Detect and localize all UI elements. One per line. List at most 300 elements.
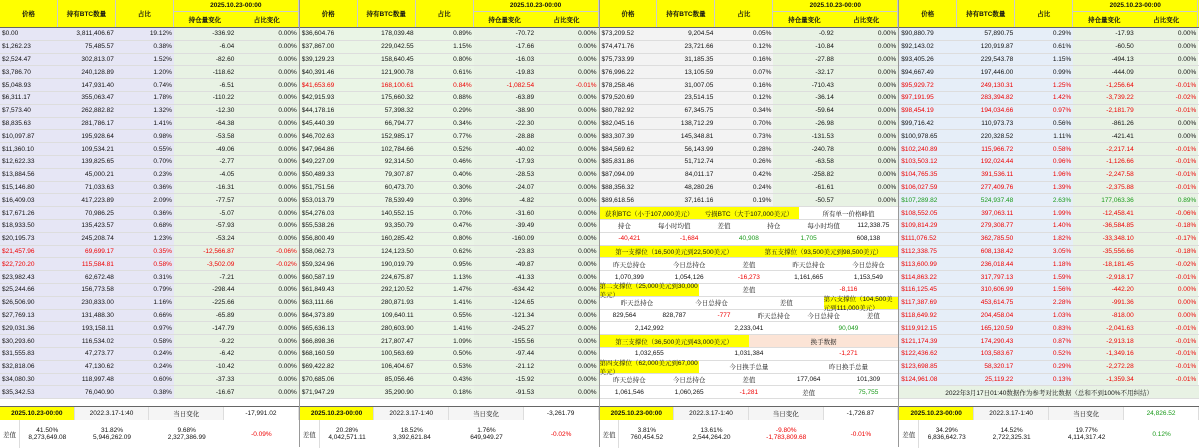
table-cell: -16.67 (174, 386, 236, 398)
table-cell: -19.83 (474, 66, 536, 78)
table-cell: 0.00% (236, 28, 298, 40)
table-cell: 0.43% (416, 374, 474, 386)
table-cell: 0.58% (1015, 143, 1073, 155)
table-cell: 0.00% (236, 41, 298, 53)
table-cell: -7.21 (174, 271, 236, 283)
table-cell: $55,538.26 (300, 220, 358, 232)
table-cell: $85,831.86 (600, 156, 658, 168)
table-row (899, 322, 1199, 335)
table-row (300, 258, 599, 271)
table-cell: 0.00% (536, 156, 598, 168)
table-cell: 220,328.52 (957, 130, 1015, 142)
table-cell: $26,506.90 (0, 297, 58, 309)
foot-val: 0.12% (1152, 430, 1171, 438)
table-cell: 0.00% (836, 92, 898, 104)
table-cell: 0.97% (116, 322, 174, 334)
table-row (0, 118, 299, 131)
value: -1,684 (679, 235, 699, 243)
table-cell: -26.98 (773, 118, 835, 130)
panel-1 (0, 0, 300, 447)
table-cell: 1.18% (1015, 258, 1073, 270)
table-cell: $79,520.69 (600, 92, 658, 104)
table-cell: 0.24% (116, 348, 174, 360)
col-date: 2025.10.23-00:00 (174, 0, 298, 12)
label: 今日总持仓 (672, 376, 706, 384)
value: -777 (717, 311, 731, 319)
table-cell: 0.23% (116, 169, 174, 181)
table-row (600, 105, 899, 118)
table-cell: 0.00% (236, 105, 298, 117)
table-cell: 0.00% (236, 348, 298, 360)
table-cell: 147,931.40 (58, 79, 116, 91)
table-cell: 0.00% (1136, 41, 1199, 53)
table-cell: $113,600.99 (899, 258, 957, 270)
value: 1,705 (800, 235, 817, 243)
table-cell: $61,849.43 (300, 284, 358, 296)
table-cell: $68,160.59 (300, 348, 358, 360)
table-cell: $108,552.05 (899, 207, 957, 219)
table-row (600, 143, 899, 156)
col-rchg: 占比变化 (1153, 17, 1180, 25)
table-cell: -991.36 (1073, 297, 1136, 309)
table-cell: $112,338.75 (899, 246, 957, 258)
col-date: 2025.10.23-00:00 (474, 0, 598, 12)
table-cell: -31.60 (474, 207, 536, 219)
foot-val: 3.81% (637, 427, 657, 434)
value: 101,309 (856, 375, 881, 383)
table-cell: -53.58 (174, 130, 236, 142)
label: 昨天总持仓 (613, 376, 646, 384)
table-cell: 0.00% (536, 66, 598, 78)
table-cell: -60.50 (1073, 41, 1136, 53)
table-cell: 391,536.11 (957, 169, 1015, 181)
table-cell: -12,566.87 (174, 246, 236, 258)
table-cell: -17.93 (1073, 28, 1136, 40)
table-row (300, 182, 599, 195)
table-cell: -245.27 (474, 322, 536, 334)
table-cell: -421.41 (1073, 130, 1136, 142)
table-cell: 0.36% (116, 207, 174, 219)
table-cell: 0.00% (1136, 297, 1199, 309)
table-cell: $89,618.56 (600, 194, 658, 206)
table-cell: 0.68% (116, 220, 174, 232)
foot-date: 2025.10.23-00:00 (899, 407, 974, 420)
table-cell: 102,784.66 (358, 143, 416, 155)
table-cell: 397,063.11 (957, 207, 1015, 219)
table-cell: 178,039.48 (358, 28, 416, 40)
foot-val: 18.52% (400, 427, 423, 434)
foot-val: 9.68% (177, 427, 196, 434)
footer (899, 406, 1199, 447)
table-cell: -6.42 (174, 348, 236, 360)
table-cell: 92,314.50 (358, 156, 416, 168)
table-cell: -2,247.58 (1073, 169, 1136, 181)
label: 所有单一价格峰值 (822, 210, 875, 218)
table-row (300, 169, 599, 182)
table-cell: $76,996.22 (600, 66, 658, 78)
table-row (0, 297, 299, 310)
table-cell: -37.33 (174, 374, 236, 386)
table-cell: -9.22 (174, 335, 236, 347)
table-row (0, 258, 299, 271)
table-cell: $47,964.86 (300, 143, 358, 155)
table-cell: 0.00% (236, 66, 298, 78)
table-row (0, 169, 299, 182)
foot-val: 19.77% (1075, 427, 1098, 434)
col-ratio: 占比 (116, 0, 174, 27)
table-cell: 37,161.16 (657, 194, 715, 206)
table-cell: 0.97% (1015, 105, 1073, 117)
table-cell: $124,961.08 (899, 374, 957, 386)
table-cell: 13,105.59 (657, 66, 715, 78)
table-cell: 0.00% (536, 322, 598, 334)
table-cell: -16.31 (174, 182, 236, 194)
table-cell: -17.66 (474, 41, 536, 53)
table-cell: -0.01% (1136, 335, 1199, 347)
table-cell: 70,986.25 (58, 207, 116, 219)
table-cell: -41.33 (474, 271, 536, 283)
label: 持仓 (767, 223, 781, 231)
table-cell: 0.58% (116, 335, 174, 347)
table-cell: 60,473.70 (358, 182, 416, 194)
table-row (0, 335, 299, 348)
table-cell: 249,130.31 (957, 79, 1015, 91)
foot-chg: 当日变化 (149, 407, 224, 420)
label: 亏损BTC（大于107,000美元） (699, 207, 799, 219)
table-cell: $119,912.15 (899, 322, 957, 334)
table-cell: 67,345.75 (657, 105, 715, 117)
table-cell: $49,227.09 (300, 156, 358, 168)
label: 今日换手总量 (729, 364, 769, 372)
table-cell: -63.89 (474, 92, 536, 104)
table-cell: 0.00% (536, 28, 598, 40)
table-cell: $117,387.69 (899, 297, 957, 309)
table-cell: -818.00 (1073, 310, 1136, 322)
table-row (300, 386, 599, 399)
table-row (899, 310, 1199, 323)
table-cell: 1.20% (116, 66, 174, 78)
table-cell: 0.34% (715, 105, 773, 117)
label: 昨日换手总量 (828, 364, 868, 372)
table-row (899, 207, 1199, 220)
table-cell: -2,181.79 (1073, 105, 1136, 117)
table-cell: $69,422.82 (300, 361, 358, 373)
table-cell: $56,800.49 (300, 233, 358, 245)
table-cell: $7,573.40 (0, 105, 58, 117)
table-cell: $8,835.63 (0, 118, 58, 130)
footer (0, 406, 299, 447)
table-cell: 140,552.15 (358, 207, 416, 219)
table-cell: 0.00% (536, 284, 598, 296)
table-cell: 0.00% (236, 92, 298, 104)
table-cell: $39,129.23 (300, 54, 358, 66)
foot-val: 34.29% (935, 427, 958, 434)
table-row (300, 271, 599, 284)
col-price: 价格 (0, 0, 58, 27)
table-cell: $102,240.89 (899, 143, 957, 155)
table-cell: $75,733.99 (600, 54, 658, 66)
table-cell: 0.38% (116, 386, 174, 398)
table-cell: -2,913.18 (1073, 335, 1136, 347)
foot-val: 2,327,386.99 (167, 434, 206, 441)
table-cell: $111,076.52 (899, 233, 957, 245)
table-cell: 0.00% (836, 66, 898, 78)
table-cell: 1.11% (1015, 130, 1073, 142)
table-cell: 0.00% (836, 54, 898, 66)
foot-val: 3,392,621.84 (392, 434, 431, 441)
table-cell: -28.53 (474, 169, 536, 181)
table-cell: -0.02% (1136, 258, 1199, 270)
table-cell: $18,933.50 (0, 220, 58, 232)
col-hchg: 持仓量变化 (788, 17, 821, 25)
table-cell: -0.01% (1136, 374, 1199, 386)
table-cell: -18,181.45 (1073, 258, 1136, 270)
col-hchg: 持仓量变化 (188, 17, 222, 25)
table-cell: 0.55% (416, 310, 474, 322)
table-cell: -24.07 (474, 182, 536, 194)
value: 2,233,041 (734, 324, 764, 332)
label: 今日总持仓 (695, 300, 728, 308)
table-cell: $118,649.92 (899, 310, 957, 322)
table-row (0, 66, 299, 79)
panel-header (600, 0, 899, 28)
table-row (300, 105, 599, 118)
table-cell: 0.00% (536, 386, 598, 398)
label: 每小时均值 (807, 223, 840, 231)
panel-header (300, 0, 599, 28)
table-cell: 0.00% (536, 374, 598, 386)
table-cell: 190,019.79 (358, 258, 416, 270)
table-cell: -2,217.14 (1073, 143, 1136, 155)
foot-val: -0.01% (850, 430, 872, 438)
table-row (0, 271, 299, 284)
table-cell: 0.00% (836, 79, 898, 91)
table-cell: 0.00% (836, 105, 898, 117)
table-row (0, 207, 299, 220)
table-cell: -121.34 (474, 310, 536, 322)
table-cell: 240,128.89 (58, 66, 116, 78)
table-cell: 145,348.81 (657, 130, 715, 142)
table-row (899, 130, 1199, 143)
table-cell: $123,698.85 (899, 361, 957, 373)
table-row (300, 310, 599, 323)
table-cell: $65,636.13 (300, 322, 358, 334)
foot-val: 6,836,642.73 (927, 434, 966, 441)
value: 2,142,992 (634, 324, 664, 332)
support-levels (600, 207, 899, 399)
foot-diff: -1,726.87 (824, 407, 899, 420)
foot-val: 41.50% (36, 427, 59, 434)
table-cell: 0.05% (715, 28, 773, 40)
foot-diff: 24,826.52 (1124, 407, 1199, 420)
table-cell: 0.26% (715, 156, 773, 168)
table-cell: 0.00% (536, 118, 598, 130)
table-cell: 1.15% (1015, 54, 1073, 66)
table-row (0, 233, 299, 246)
table-cell: 0.61% (416, 66, 474, 78)
table-row (0, 220, 299, 233)
table-cell: $37,867.00 (300, 41, 358, 53)
table-cell: -0.17% (1136, 233, 1199, 245)
table-row (600, 54, 899, 67)
table-cell: 0.00% (236, 220, 298, 232)
foot-val: -1,783,809.68 (766, 434, 807, 441)
foot-diff: -17,991.02 (224, 407, 299, 420)
table-row (300, 28, 599, 41)
table-cell: -17.93 (474, 156, 536, 168)
table-row (600, 92, 899, 105)
label: 差值 (779, 300, 793, 308)
table-cell: 152,985.17 (358, 130, 416, 142)
table-cell: -1,359.34 (1073, 374, 1136, 386)
table-row (0, 246, 299, 259)
table-cell: 1.41% (116, 118, 174, 130)
table-cell: $71,947.29 (300, 386, 358, 398)
table-cell: 1.40% (1015, 220, 1073, 232)
table-cell: $97,191.95 (899, 92, 957, 104)
swap-data: 换手数据 (749, 335, 898, 347)
table-cell: 31,007.05 (657, 79, 715, 91)
table-cell: 0.00% (536, 297, 598, 309)
table-row (899, 92, 1199, 105)
value: 1,032,655 (634, 350, 664, 358)
table-cell: $116,125.45 (899, 284, 957, 296)
table-row (0, 143, 299, 156)
table-cell: 0.00% (236, 156, 298, 168)
table-cell: 0.38% (116, 41, 174, 53)
support-6: 第六支撑位（104,500美元到111,000美元） (824, 297, 899, 309)
table-cell: -1,082.54 (474, 79, 536, 91)
table-cell: 56,143.99 (657, 143, 715, 155)
table-cell: $22,720.20 (0, 258, 58, 270)
table-row (300, 297, 599, 310)
col-rchg: 占比变化 (253, 17, 280, 25)
table-cell: 109,640.11 (358, 310, 416, 322)
table-cell: 355,063.47 (58, 92, 116, 104)
table-cell: $16,409.03 (0, 194, 58, 206)
table-row (899, 284, 1199, 297)
table-cell: 0.00% (836, 130, 898, 142)
table-cell: 0.00% (236, 310, 298, 322)
table-cell: 0.80% (416, 233, 474, 245)
table-cell: 1.41% (416, 322, 474, 334)
table-cell: $30,293.60 (0, 335, 58, 347)
table-cell: 0.40% (416, 169, 474, 181)
table-cell: 0.00% (236, 386, 298, 398)
table-row (0, 348, 299, 361)
table-cell: 0.00% (536, 182, 598, 194)
value: -1,281 (739, 388, 759, 396)
table-cell: 0.87% (1015, 335, 1073, 347)
foot-date: 2025.10.23-00:00 (0, 407, 75, 420)
col-price: 价格 (899, 0, 957, 27)
foot-ref: 2022.3.17-1:40 (674, 407, 749, 420)
col-price: 价格 (300, 0, 358, 27)
table-cell: 0.00% (236, 79, 298, 91)
table-cell: -6.51 (174, 79, 236, 91)
table-cell: 453,614.75 (957, 297, 1015, 309)
table-cell: $36,604.76 (300, 28, 358, 40)
table-cell: $98,454.19 (899, 105, 957, 117)
col-holding: 持有BTC数量 (58, 0, 116, 27)
table-cell: 0.00% (536, 130, 598, 142)
table-cell: 0.70% (715, 118, 773, 130)
foot-val: 14.52% (1000, 427, 1023, 434)
table-cell: $83,307.39 (600, 130, 658, 142)
table-cell: $87,094.09 (600, 169, 658, 181)
table-cell: 0.00% (836, 41, 898, 53)
table-cell: -634.42 (474, 284, 536, 296)
value: 177,064 (796, 375, 821, 383)
col-ratio: 占比 (715, 0, 773, 27)
table-cell: 156,773.58 (58, 284, 116, 296)
table-cell: $45,440.39 (300, 118, 358, 130)
table-row (0, 156, 299, 169)
table-cell: -124.65 (474, 297, 536, 309)
label: 差值 (742, 261, 756, 269)
table-cell: 1.56% (1015, 284, 1073, 296)
table-cell: $59,324.96 (300, 258, 358, 270)
table-cell: -442.20 (1073, 284, 1136, 296)
table-cell: -298.44 (174, 284, 236, 296)
table-cell: 58,320.17 (957, 361, 1015, 373)
table-row (899, 66, 1199, 79)
table-cell: 0.00% (836, 118, 898, 130)
table-cell: $66,898.36 (300, 335, 358, 347)
col-price: 价格 (600, 0, 658, 27)
table-cell: 0.55% (116, 143, 174, 155)
table-cell: $78,258.46 (600, 79, 658, 91)
table-cell: 0.29% (416, 105, 474, 117)
label: 昨天总持仓 (757, 312, 791, 320)
table-cell: $12,622.33 (0, 156, 58, 168)
table-cell: 0.00% (836, 169, 898, 181)
table-cell: 0.30% (416, 182, 474, 194)
table-cell: 0.61% (1015, 41, 1073, 53)
foot-ref: 2022.3.17-1:40 (374, 407, 449, 420)
table-row (0, 92, 299, 105)
table-cell: $0.00 (0, 28, 58, 40)
table-cell: 0.12% (715, 41, 773, 53)
table-cell: -10.84 (773, 41, 835, 53)
table-cell: 217,807.47 (358, 335, 416, 347)
col-holding: 持有BTC数量 (657, 0, 715, 27)
panel-header (0, 0, 299, 28)
value: 1,031,384 (734, 350, 764, 358)
table-cell: 0.24% (116, 361, 174, 373)
table-row (899, 386, 1199, 399)
table-cell: 0.39% (416, 194, 474, 206)
col-ratio: 占比 (416, 0, 474, 27)
table-row (899, 169, 1199, 182)
table-cell: 0.00% (236, 54, 298, 66)
table-cell: 194,034.66 (957, 105, 1015, 117)
table-cell: 1.03% (1015, 310, 1073, 322)
table-cell: 236,018.44 (957, 258, 1015, 270)
table-cell: -4.05 (174, 169, 236, 181)
table-cell: 2.09% (116, 194, 174, 206)
table-cell: 0.00% (836, 28, 898, 40)
table-cell: 0.07% (715, 66, 773, 78)
foot-chg: 当日变化 (1049, 407, 1124, 420)
support-2: 第二支撑位（25,000美元到30,000美元） (599, 282, 698, 299)
value: 1,153,549 (853, 273, 883, 281)
table-cell: -57.93 (174, 220, 236, 232)
table-cell: 9,204.54 (657, 28, 715, 40)
table-cell: 0.00% (536, 169, 598, 181)
table-row (600, 130, 899, 143)
table-cell: $53,013.79 (300, 194, 358, 206)
